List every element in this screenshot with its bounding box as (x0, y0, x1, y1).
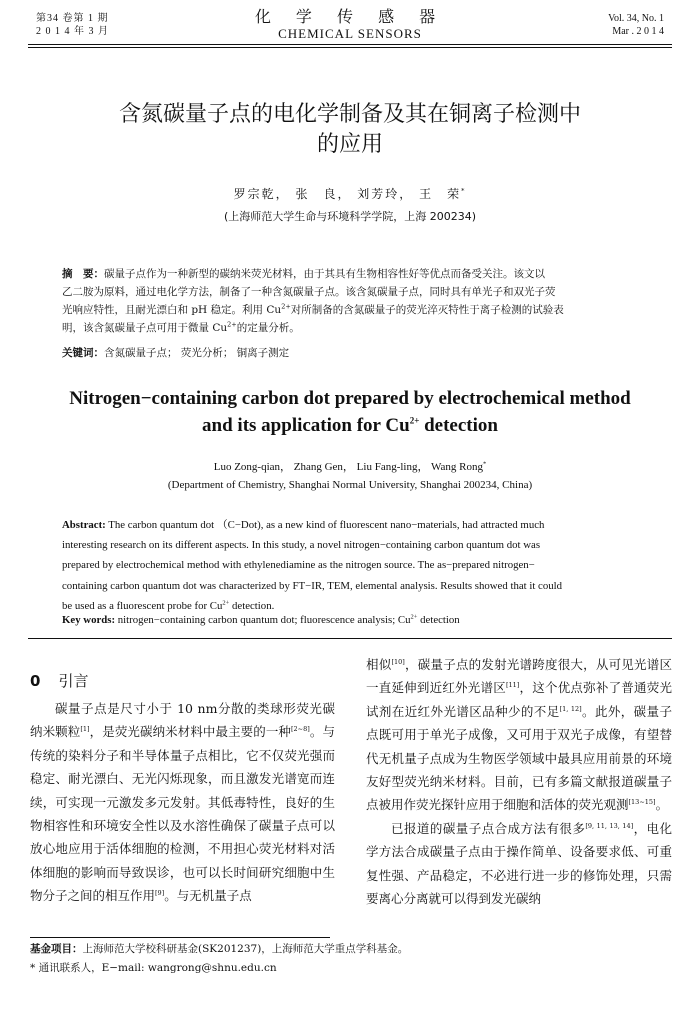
citation: [1, 12] (559, 704, 582, 713)
journal-name (0, 8, 700, 42)
issue-volume-en: Vol. 34, No. 1 (608, 13, 664, 24)
body-text: ，这个优点弥补了普通荧光试剂在近红外光谱区品种少的不足 (366, 680, 672, 719)
abstract-cn-line4b: 的定量分析。 (236, 322, 300, 334)
citation: [13~15] (628, 798, 656, 807)
body-text: 。 (655, 797, 669, 813)
body-text: 已报道的碳量子点合成方法有很多 (391, 820, 586, 836)
abstract-cn-line1: 碳量子点作为一种新型的碳纳米荧光材料，由于其具有生物相容性好等优点而备受关注。该文以 (104, 268, 545, 280)
body-text: 碳量子点是尺寸小于 10 nm分散的类球形荧光碳纳米颗粒 (30, 701, 335, 740)
abstract-cn-sup2: 2+ (227, 320, 237, 329)
abstract-cn-label: 摘 要： (62, 268, 104, 280)
body-text: ，碳量子点的发射光谱跨度很大，从可见光谱区一直延伸到近红外光谱区 (366, 657, 672, 696)
body-column-right (366, 653, 672, 910)
issue-volume: 第34 卷第 1 期 (36, 13, 109, 24)
paper-title-en-line2a: and its application for Cu (202, 415, 410, 436)
abstract-en-line5b: detection. (229, 599, 275, 612)
body-paragraph (366, 817, 672, 911)
abstract-cn-line2: 乙二胺为原料，通过电化学方法，制备了一种含氮碳量子点。该含氮碳量子点，同时具有单光子和双光子荧 (62, 286, 556, 298)
body-paragraph (366, 653, 672, 817)
citation: [9] (155, 889, 165, 898)
header-rule-thin (28, 47, 672, 48)
body-column-left (30, 697, 335, 908)
citation: [11] (505, 681, 520, 690)
journal-name-cn: 化 学 传 感 器 (254, 7, 446, 26)
issue-info-en (608, 12, 664, 38)
abstract-en-label: Abstract: (62, 519, 106, 531)
abstract-cn-sup1: 2+ (281, 302, 291, 311)
paper-title-en-sup: 2+ (409, 415, 420, 426)
abstract-en-line1: The carbon quantum dot （C−Dot), as a new kind of fluorescent nano−materials, had attracted much (108, 519, 545, 531)
authors-cn (0, 185, 700, 202)
paper-title-cn-line2: 的应用 (316, 132, 383, 157)
citation: [9, 11, 13, 14] (585, 821, 634, 830)
affiliation-en: (Department of Chemistry, Shanghai Normal University, Shanghai 200234, China) (167, 479, 533, 491)
abstract-en-line5a: be used as a fluorescent probe for Cu (62, 599, 223, 612)
corresponding-mark: * (461, 187, 467, 195)
body-paragraph (30, 697, 335, 908)
keywords-en-textb: detection (417, 614, 460, 626)
body-text: ，电化学方法合成碳量子点由于操作简单、设备要求低、可重复性强、产品稳定，不必进行进一步的修饰处理，只需要离心分离就可以得到发光碳纳 (366, 820, 672, 907)
keywords-en-label: Key words: (62, 614, 116, 626)
contact-footnote: * 通讯联系人，E−mail: wangrong@shnu.edu.cn (30, 962, 277, 974)
section-number: 0 (30, 672, 41, 690)
body-text: ，是荧光碳纳米材料中最主要的一种 (89, 724, 291, 740)
abstract-en-line4: containing carbon quantum dot was characterized by FT−IR, TEM, elemental analysis. Results showed that it could (62, 579, 563, 592)
affiliation-cn: (上海师范大学生命与环境科学学院，上海 200234) (223, 210, 477, 223)
citation: [1] (80, 725, 90, 734)
citation: [2~8] (291, 725, 310, 734)
authors-en-names: Luo Zong-qian， Zhang Gen， Liu Fang-ling， Wang Rong (213, 461, 484, 473)
abstract-cn (62, 265, 638, 337)
abstract-cn-line3a: 光响应特性，且耐光漂白和 pH 稳定。利用 Cu (62, 304, 282, 316)
abstract-en-line3: prepared by electrochemical method with ethylenediamine as the nitrogen source. The as−prepared nitrogen− (62, 559, 535, 572)
keywords-cn-text: 含氮碳量子点； 荧光分析； 铜离子测定 (104, 347, 290, 359)
footnote-rule (30, 937, 330, 938)
body-text: 。与无机量子点 (164, 888, 252, 904)
funding-footnote (30, 941, 408, 956)
section-heading (30, 670, 88, 691)
abstract-cn-line3b: 对所制备的含氮碳量子的荧光淬灭特性于离子检测的试验表 (290, 304, 564, 316)
section-title: 引言 (58, 672, 89, 690)
abstract-rule (28, 638, 672, 639)
keywords-en-sup: 2+ (410, 613, 418, 621)
abstract-en-line2: interesting research on its different aspects. In this study, a novel nitrogen−containing carbon quantum dot was (62, 539, 541, 552)
authors-cn-names: 罗宗乾， 张 良， 刘芳玲， 王 荣 (233, 187, 462, 201)
corresponding-mark-en: * (483, 460, 487, 468)
body-text: 。与传统的染料分子和半导体量子点相比，它不仅荧光强而稳定、耐光漂白、无光闪烁现象，而且激发光谱宽而连续，可实现一元激发多元发射。其低毒特性，良好的生物相容性和环境安全性以及水溶性确保了碳量子点可以放心地应用于活体细胞的检测，不用担心荧光材料对活体细胞的影响而导致误诊，也可以长时间研究细胞中生物分子之间的相互作用 (30, 724, 335, 904)
authors-en (0, 458, 700, 474)
keywords-en-texta: nitrogen−containing carbon quantum dot; fluorescence analysis; Cu (117, 614, 411, 626)
header-rule (28, 44, 672, 45)
paper-title-en (40, 385, 660, 439)
keywords-cn-label: 关键词： (62, 347, 104, 359)
abstract-en (62, 515, 638, 616)
citation: [10] (391, 657, 405, 666)
paper-title-en-line1: Nitrogen−containing carbon dot prepared by electrochemical method (69, 388, 631, 409)
abstract-en-sup: 2+ (222, 599, 230, 607)
body-text: 。此外，碳量子点既可用于单光子成像，又可用于双光子成像，有望替代无机量子点成为生物医学领域中最具应用前景的环境友好型荧光纳米材料。目前，已有多篇文献报道碳量子点被用作荧光探针应用于细胞和活体的荧光观测 (366, 703, 672, 813)
funding-label: 基金项目： (30, 943, 83, 955)
funding-text: 上海师范大学校科研基金(SK201237)，上海师范大学重点学科基金。 (82, 943, 409, 955)
abstract-cn-line4a: 明，该含氮碳量子点可用于微量 Cu (62, 322, 228, 334)
issue-date: 2 0 1 4 年 3 月 (36, 26, 109, 37)
paper-title-en-line2b: detection (419, 415, 498, 436)
paper-title-cn-line1: 含氮碳量子点的电化学制备及其在铜离子检测中 (118, 102, 581, 127)
paper-title-cn (60, 100, 640, 160)
issue-date-en: Mar . 2 0 1 4 (612, 26, 664, 37)
journal-name-en: CHEMICAL SENSORS (278, 26, 422, 41)
keywords-cn (62, 345, 289, 360)
body-text: 相似 (366, 657, 392, 672)
keywords-en (62, 614, 460, 626)
